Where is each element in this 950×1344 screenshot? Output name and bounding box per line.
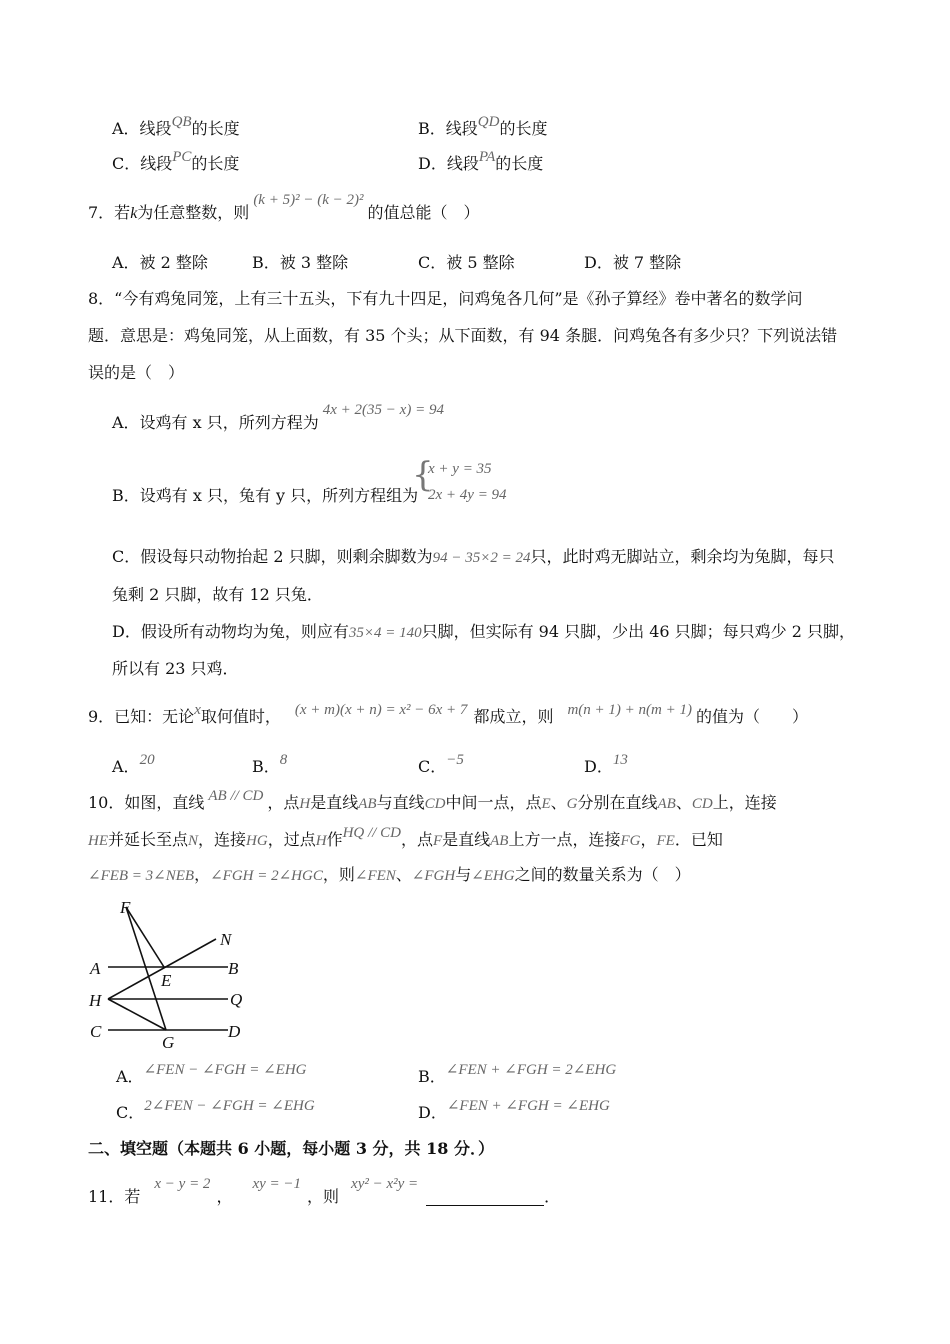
q6-option-d: D．线段PA的长度 xyxy=(418,149,544,173)
label-n: N xyxy=(220,930,232,949)
q8-option-b-eq2: 2x + 4y = 94 xyxy=(428,487,507,503)
q8-option-d-line2: 所以有 23 只鸡． xyxy=(112,659,239,678)
q10-geometry-figure xyxy=(80,895,260,1055)
q8-option-c-line2: 兔剩 2 只脚，故有 12 只兔． xyxy=(112,585,323,604)
q8-stem-line2: 题．意思是：鸡兔同笼，从上面数，有 35 个头；从下面数，有 94 条腿．问鸡兔各有多少只？下列说法错 xyxy=(88,326,838,345)
section-2-title: 二、填空题（本题共 6 小题，每小题 3 分，共 18 分．） xyxy=(88,1139,494,1158)
q8-option-b-brace: { xyxy=(412,455,434,495)
label-e: E xyxy=(161,971,172,990)
q9-option-d: D．13 xyxy=(584,752,628,776)
q7-option-c: C．被 5 整除 xyxy=(418,253,515,272)
q10-stem-line2: HE并延长至点N，连接HG，过点H作HQ // CD，点F是直线AB上方一点，连接FG，FE．已知 xyxy=(88,825,723,849)
label-h: H xyxy=(89,991,102,1010)
q8-option-c-line1: C．假设每只动物抬起 2 只脚，则剩余脚数为94 − 35×2 = 24只，此时鸡无脚站立，剩余均为兔脚，每只 xyxy=(112,547,835,566)
q8-option-b: B．设鸡有 x 只，兔有 y 只，所列方程组为 xyxy=(112,486,419,505)
q6-option-b: B．线段QD的长度 xyxy=(418,114,548,138)
q9-stem: 9．已知：无论x取何值时， (x + m)(x + n) = x² − 6x + 7 都成立，则 m(n + 1) + n(m + 1) 的值为（ ） xyxy=(88,702,808,726)
segment-hn xyxy=(108,939,216,999)
q7-option-d: D．被 7 整除 xyxy=(584,253,682,272)
q11-stem: 11．若x − y = 2，xy = −1，则xy² − x²y =． xyxy=(88,1176,561,1206)
q7-stem: 7．若k为任意整数，则(k + 5)² − (k − 2)²的值总能（ ） xyxy=(88,192,480,222)
q8-option-d-line1: D．假设所有动物均为兔，则应有35×4 = 140只脚，但实际有 94 只脚，少出 46 只脚；每只鸡少 2 只脚， xyxy=(112,622,856,641)
label-b: B xyxy=(228,959,239,978)
q10-option-b: B．∠FEN + ∠FGH = 2∠EHG xyxy=(418,1062,617,1086)
q9-option-a: A．20 xyxy=(112,752,155,776)
q6-option-c: C．线段PC的长度 xyxy=(112,149,240,173)
q10-option-d: D．∠FEN + ∠FGH = ∠EHG xyxy=(418,1098,610,1122)
label-d: D xyxy=(228,1022,241,1041)
label-a: A xyxy=(90,959,101,978)
q8-stem-line1: 8．“今有鸡兔同笼，上有三十五头，下有九十四足，问鸡兔各几何”是《孙子算经》卷中著名的数学问 xyxy=(88,289,803,308)
q11-answer-blank[interactable] xyxy=(426,1187,544,1206)
q10-stem-line1: 10．如图，直线 AB // CD ，点H是直线AB与直线CD中间一点，点E、G分别在直线AB、CD上，连接 xyxy=(88,788,777,812)
segment-fe xyxy=(126,907,164,967)
q7-option-b: B．被 3 整除 xyxy=(252,253,349,272)
q9-option-b: B．8 xyxy=(252,752,288,776)
label-c: C xyxy=(90,1022,102,1041)
q7-option-a: A．被 2 整除 xyxy=(112,253,208,272)
label-f: F xyxy=(120,898,131,917)
q10-option-a: A．∠FEN − ∠FGH = ∠EHG xyxy=(116,1062,307,1086)
q9-option-c: C．−5 xyxy=(418,752,464,776)
q8-option-b-eq1: x + y = 35 xyxy=(428,461,492,477)
label-g: G xyxy=(162,1033,175,1052)
label-q: Q xyxy=(230,990,243,1009)
q10-option-c: C．2∠FEN − ∠FGH = ∠EHG xyxy=(116,1098,315,1122)
q8-option-a: A．设鸡有 x 只，所列方程为4x + 2(35 − x) = 94 xyxy=(112,402,444,432)
q8-stem-line3: 误的是（ ） xyxy=(88,363,185,382)
q10-stem-line3: ∠FEB = 3∠NEB，∠FGH = 2∠HGC，则∠FEN、∠FGH与∠EHG之间的数量关系为（ ） xyxy=(88,865,691,884)
q6-option-a: A．线段QB的长度 xyxy=(112,114,240,138)
